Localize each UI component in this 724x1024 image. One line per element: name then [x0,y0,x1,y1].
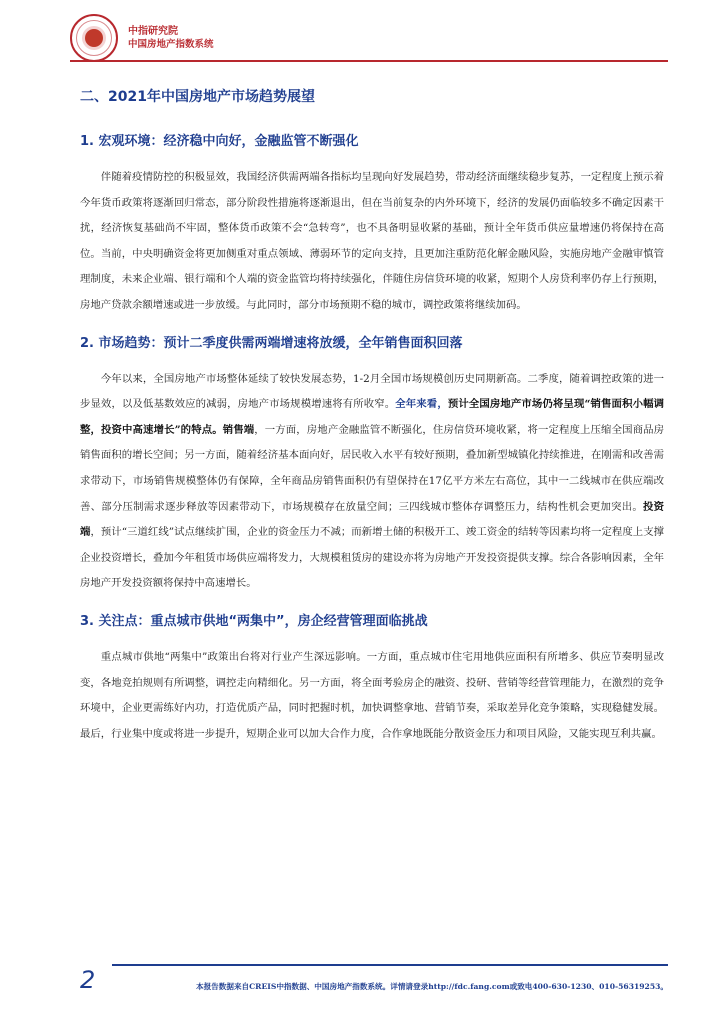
subsection-title-1: 1. 宏观环境：经济稳中向好，金融监管不断强化 [80,134,359,149]
bold-run: 预计全国房地产市场仍将呈现“销售面积小幅调整，投资中高速增长”的特点。 [80,398,664,436]
page-footer [80,954,668,994]
page-number: 2 [80,966,96,994]
document-body [80,86,664,760]
logo-icon [70,14,118,62]
paragraph-focus: 重点城市供地“两集中”政策出台将对行业产生深远影响。一方面，重点城市住宅用地供应面积有所增多、供应节奏明显改变，各地竞拍规则有所调整，调控走向精细化。另一方面，将全面考验房企的融资、投研、营销等经营管理能力，在激烈的竞争环境中，企业更需练好内功，打造优质产品，同时把握时机，加快调整拿地、营销节奏，采取差异化竞争策略，实现稳健发展。最后，行业集中度或将进一步提升，短期企业可以加大合作力度，合作拿地既能分散资金压力和项目风险，又能实现互利共赢。 [80,650,664,740]
subsection-title-3: 3. 关注点：重点城市供地“两集中”，房企经营管理面临挑战 [80,613,428,629]
bold-run-investment: 投资端 [80,500,664,539]
footer-source-note: 本报告数据来自CREIS中指数据、中国房地产指数系统。详情请登录http://fdc.fang.com或致电400-630-1230、010-56319253。 [195,982,668,991]
paragraph-market-trend [80,367,664,597]
paragraph-macro: 伴随着疫情防控的积极显效，我国经济供需两端各指标均呈现向好发展趋势，带动经济面继续稳步复苏，一定程度上预示着今年货币政策将逐渐回归常态，部分阶段性措施将逐渐退出，但在当前复杂的内外环境下，经济的发展仍面临较多不确定因素干扰，经济恢复基础尚不牢固，整体货币政策不会“急转弯”，也不具备明显收紧的基础，预计全年货币供应量增速仍将保持在高位。当前，中央明确资金将更加侧重对重点领域、薄弱环节的定向支持，且更加注重防范化解金融风险，实施房地产金融审慎管理制度，未来企业端、银行端和个人端的资金监管均将持续强化，伴随住房信贷环境的收紧，短期个人房贷利率仍存上行预期，房地产贷款余额增速或进一步放缓。与此同时，部分市场预期不稳的城市，调控政策将继续加码。 [80,171,664,311]
subsection-title-2: 2. 市场趋势：预计二季度供需两端增速将放缓，全年销售面积回落 [80,335,463,351]
text-run: 今年以来，全国房地产市场整体延续了较快发展态势，1-2月全国市场规模创历史同期新高。二季度，随着调控政策的进一步显效，以及低基数效应的减弱，房地产市场规模增速将有所收窄。 [80,372,664,411]
page-header [70,14,214,62]
highlight-run: 全年来看， [395,398,448,411]
brand-subtitle: 中国房地产指数系统 [128,39,214,50]
footer-divider [112,964,668,966]
brand [128,25,214,51]
header-divider [70,60,668,62]
bold-run-sales: 销售端 [222,423,255,436]
brand-name: 中指研究院 [128,26,178,37]
section-title: 二、2021年中国房地产市场趋势展望 [80,89,315,105]
text-run: ，预计“三道红线”试点继续扩围，企业的资金压力不减；而新增土储的积极开工、竣工资金的结转等因素均将一定程度上支撑企业投资增长，叠加今年租赁市场供应端将发力，大规模租赁房的建设亦将为房地产开发投资提供支撑。综合各影响因素，全年房地产开发投资额将保持中高速增长。 [80,526,665,590]
text-run: ，一方面，房地产金融监管不断强化，住房信贷环境收紧，将一定程度上压缩全国商品房销售面积的增长空间；另一方面，随着经济基本面向好，居民收入水平有较好预期，叠加新型城镇化持续推进，在刚需和改善需求带动下，市场销售规模整体仍有保障，全年商品房销售面积仍有望保持在17亿平方米左右高位，其中一二线城市在供应端改善、部分压制需求逐步释放等因素带动下，市场规模存在放量空间；三四线城市整体存调整压力，结构性机会更加突出。 [80,423,664,513]
